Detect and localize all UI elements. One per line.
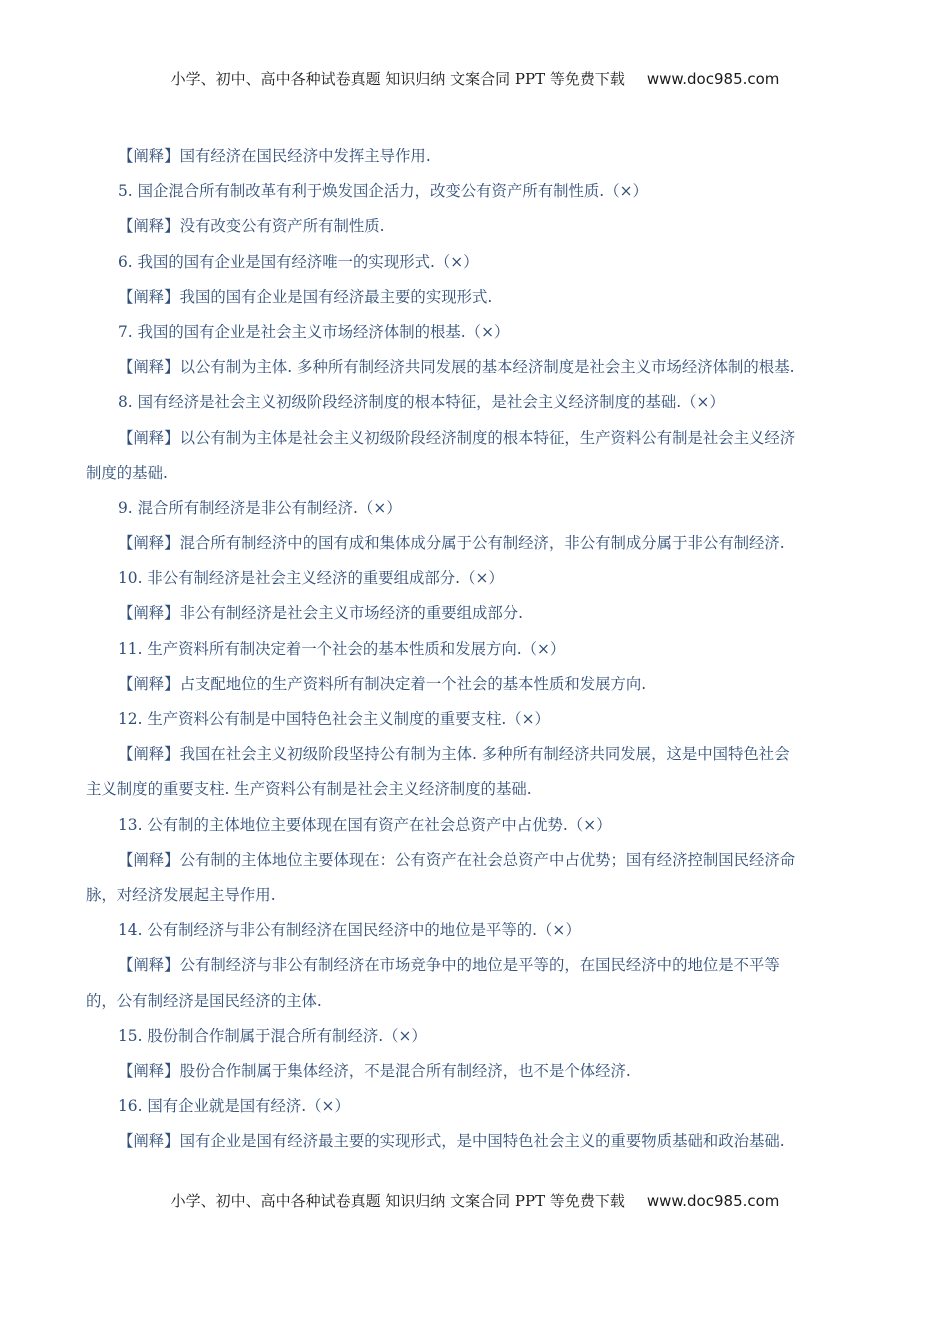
explanation-line: 【阐释】非公有制经济是社会主义市场经济的重要组成部分. xyxy=(118,604,524,623)
question-line: 16. 国有企业就是国有经济.（×） xyxy=(118,1097,350,1116)
question-line: 15. 股份制合作制属于混合所有制经济.（×） xyxy=(118,1026,427,1045)
continuation-line: 的，公有制经济是国民经济的主体. xyxy=(86,991,322,1010)
explanation-line: 【阐释】公有制的主体地位主要体现在：公有资产在社会总资产中占优势；国有经济控制国民经济命 xyxy=(118,850,796,869)
explanation-line: 【阐释】我国的国有企业是国有经济最主要的实现形式. xyxy=(118,287,493,306)
explanation-line: 【阐释】没有改变公有资产所有制性质. xyxy=(118,217,385,236)
question-line: 9. 混合所有制经济是非公有制经济.（×） xyxy=(118,498,402,517)
explanation-line: 【阐释】公有制经济与非公有制经济在市场竞争中的地位是平等的，在国民经济中的地位是不平等 xyxy=(118,956,780,975)
explanation-line: 【阐释】国有经济在国民经济中发挥主导作用. xyxy=(118,147,431,165)
question-line: 6. 我国的国有企业是国有经济唯一的实现形式.（×） xyxy=(118,252,479,271)
question-line: 11. 生产资料所有制决定着一个社会的基本性质和发展方向.（×） xyxy=(118,639,566,658)
explanation-line: 【阐释】占支配地位的生产资料所有制决定着一个社会的基本性质和发展方向. xyxy=(118,674,647,693)
explanation-line: 【阐释】我国在社会主义初级阶段坚持公有制为主体. 多种所有制经济共同发展，这是中国特色社会 xyxy=(118,745,790,764)
question-line: 12. 生产资料公有制是中国特色社会主义制度的重要支柱.（×） xyxy=(118,710,550,728)
explanation-line: 【阐释】以公有制为主体. 多种所有制经济共同发展的基本经济制度是社会主义市场经济体制的根基. xyxy=(118,358,795,377)
header-site-link[interactable]: www.doc985.com xyxy=(646,70,780,88)
page-header xyxy=(0,68,950,89)
page-footer xyxy=(0,1190,950,1211)
footer-site-link[interactable]: www.doc985.com xyxy=(646,1192,780,1210)
header-text: 小学、初中、高中各种试卷真题 知识归纳 文案合同 PPT 等免费下载 xyxy=(170,70,625,88)
explanation-line: 【阐释】国有企业是国有经济最主要的实现形式，是中国特色社会主义的重要物质基础和政治基础. xyxy=(118,1132,785,1151)
question-line: 10. 非公有制经济是社会主义经济的重要组成部分.（×） xyxy=(118,569,504,588)
explanation-line: 【阐释】以公有制为主体是社会主义初级阶段经济制度的根本特征，生产资料公有制是社会主义经济 xyxy=(118,428,796,447)
question-line: 14. 公有制经济与非公有制经济在国民经济中的地位是平等的.（×） xyxy=(118,921,581,940)
question-line: 5. 国企混合所有制改革有利于焕发国企活力，改变公有资产所有制性质.（×） xyxy=(118,182,648,201)
footer-text: 小学、初中、高中各种试卷真题 知识归纳 文案合同 PPT 等免费下载 xyxy=(170,1192,625,1210)
question-line: 7. 我国的国有企业是社会主义市场经济体制的根基.（×） xyxy=(118,322,510,341)
document-body xyxy=(86,139,862,1159)
question-line: 13. 公有制的主体地位主要体现在国有资产在社会总资产中占优势.（×） xyxy=(118,815,612,834)
continuation-line: 主义制度的重要支柱. 生产资料公有制是社会主义经济制度的基础. xyxy=(86,780,532,799)
question-line: 8. 国有经济是社会主义初级阶段经济制度的根本特征，是社会主义经济制度的基础.（×） xyxy=(118,393,725,412)
continuation-line: 制度的基础. xyxy=(86,463,168,482)
continuation-line: 脉，对经济发展起主导作用. xyxy=(86,885,276,904)
explanation-line: 【阐释】混合所有制经济中的国有成和集体成分属于公有制经济，非公有制成分属于非公有制经济. xyxy=(118,534,785,553)
explanation-line: 【阐释】股份合作制属于集体经济，不是混合所有制经济，也不是个体经济. xyxy=(118,1061,631,1080)
